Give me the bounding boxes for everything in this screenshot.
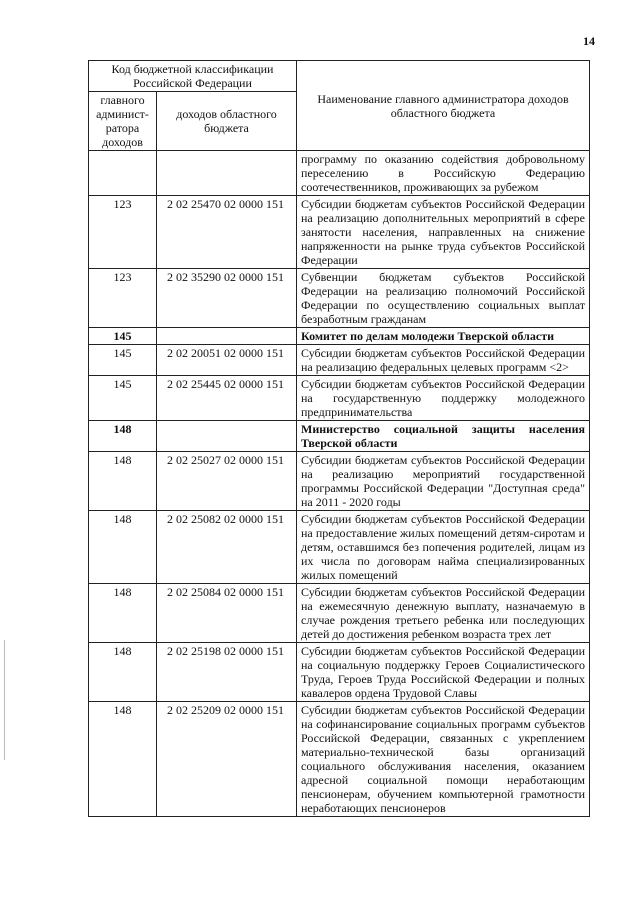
- cell-name: Субсидии бюджетам субъектов Российской Федерации на реализацию мероприятий государственной программы Российской Федерации "Доступная среда" на 2011 - 2020 годы: [297, 452, 590, 511]
- cell-administrator-code: 148: [89, 643, 157, 702]
- cell-revenue-code: 2 02 25027 02 0000 151: [157, 452, 297, 511]
- header-regional-revenue: доходов областного бюджета: [157, 92, 297, 151]
- table-section-row: [89, 328, 590, 345]
- cell-name: Субсидии бюджетам субъектов Российской Федерации на социальную поддержку Героев Социалистического Труда, Героев Труда Российской Федерации и полных кавалеров ордена Трудовой Славы: [297, 643, 590, 702]
- table-row: [89, 345, 590, 376]
- cell-administrator-code: [89, 151, 157, 196]
- cell-revenue-code: 2 02 25198 02 0000 151: [157, 643, 297, 702]
- cell-revenue-code: [157, 421, 297, 452]
- page-number: 14: [583, 34, 595, 48]
- cell-revenue-code: 2 02 35290 02 0000 151: [157, 269, 297, 328]
- cell-administrator-code: 148: [89, 584, 157, 643]
- header-classification-code: Код бюджетной классификации Российской Федерации: [89, 61, 297, 92]
- table-row: [89, 196, 590, 269]
- cell-administrator-code: 123: [89, 196, 157, 269]
- cell-revenue-code: 2 02 25209 02 0000 151: [157, 702, 297, 817]
- cell-administrator-code: 145: [89, 345, 157, 376]
- budget-classification-table: [88, 60, 590, 817]
- cell-revenue-code: 2 02 25470 02 0000 151: [157, 196, 297, 269]
- table-row: [89, 151, 590, 196]
- cell-administrator-code: 145: [89, 328, 157, 345]
- header-chief-administrator: главного админист-ратора доходов: [89, 92, 157, 151]
- cell-name: программу по оказанию содействия добровольному переселению в Российскую Федерацию соотечественников, проживающих за рубежом: [297, 151, 590, 196]
- cell-name: Субсидии бюджетам субъектов Российской Федерации на предоставление жилых помещений детям-сиротам и детям, оставшимся без попечения родителей, лицам из их числа по договорам найма специализированных жилых помещений: [297, 511, 590, 584]
- table-row: [89, 269, 590, 328]
- table-body: [89, 151, 590, 817]
- table-row: [89, 643, 590, 702]
- table-section-row: [89, 421, 590, 452]
- cell-revenue-code: [157, 328, 297, 345]
- table-row: [89, 702, 590, 817]
- header-administrator-name: Наименование главного администратора доходов областного бюджета: [297, 61, 590, 151]
- cell-name: Комитет по делам молодежи Тверской области: [297, 328, 590, 345]
- cell-revenue-code: 2 02 25084 02 0000 151: [157, 584, 297, 643]
- table-row: [89, 452, 590, 511]
- cell-administrator-code: 148: [89, 421, 157, 452]
- cell-revenue-code: [157, 151, 297, 196]
- cell-name: Субвенции бюджетам субъектов Российской Федерации на реализацию полномочий Российской Федерации по осуществлению социальных выплат безработным гражданам: [297, 269, 590, 328]
- cell-name: Министерство социальной защиты населения Тверской области: [297, 421, 590, 452]
- cell-revenue-code: 2 02 20051 02 0000 151: [157, 345, 297, 376]
- cell-revenue-code: 2 02 25445 02 0000 151: [157, 376, 297, 421]
- cell-name: Субсидии бюджетам субъектов Российской Федерации на софинансирование социальных программ субъектов Российской Федерации, связанных с укреплением материально-технической базы организаций социального обслуживания населения, оказанием адресной социальной помощи неработающим пенсионерам, обучением компьютерной грамотности неработающих пенсионеров: [297, 702, 590, 817]
- scan-edge-mark: [4, 640, 5, 760]
- cell-name: Субсидии бюджетам субъектов Российской Федерации на ежемесячную денежную выплату, назначаемую в случае рождения третьего ребенка или последующих детей до достижения ребенком возраста трех лет: [297, 584, 590, 643]
- cell-revenue-code: 2 02 25082 02 0000 151: [157, 511, 297, 584]
- cell-administrator-code: 148: [89, 452, 157, 511]
- cell-name: Субсидии бюджетам субъектов Российской Федерации на реализацию федеральных целевых программ <2>: [297, 345, 590, 376]
- table-row: [89, 584, 590, 643]
- table-row: [89, 376, 590, 421]
- cell-administrator-code: 148: [89, 702, 157, 817]
- cell-name: Субсидии бюджетам субъектов Российской Федерации на государственную поддержку молодежного предпринимательства: [297, 376, 590, 421]
- cell-name: Субсидии бюджетам субъектов Российской Федерации на реализацию дополнительных мероприятий в сфере занятости населения, направленных на снижение напряженности на рынке труда субъектов Российской Федерации: [297, 196, 590, 269]
- cell-administrator-code: 148: [89, 511, 157, 584]
- table-row: [89, 511, 590, 584]
- cell-administrator-code: 123: [89, 269, 157, 328]
- cell-administrator-code: 145: [89, 376, 157, 421]
